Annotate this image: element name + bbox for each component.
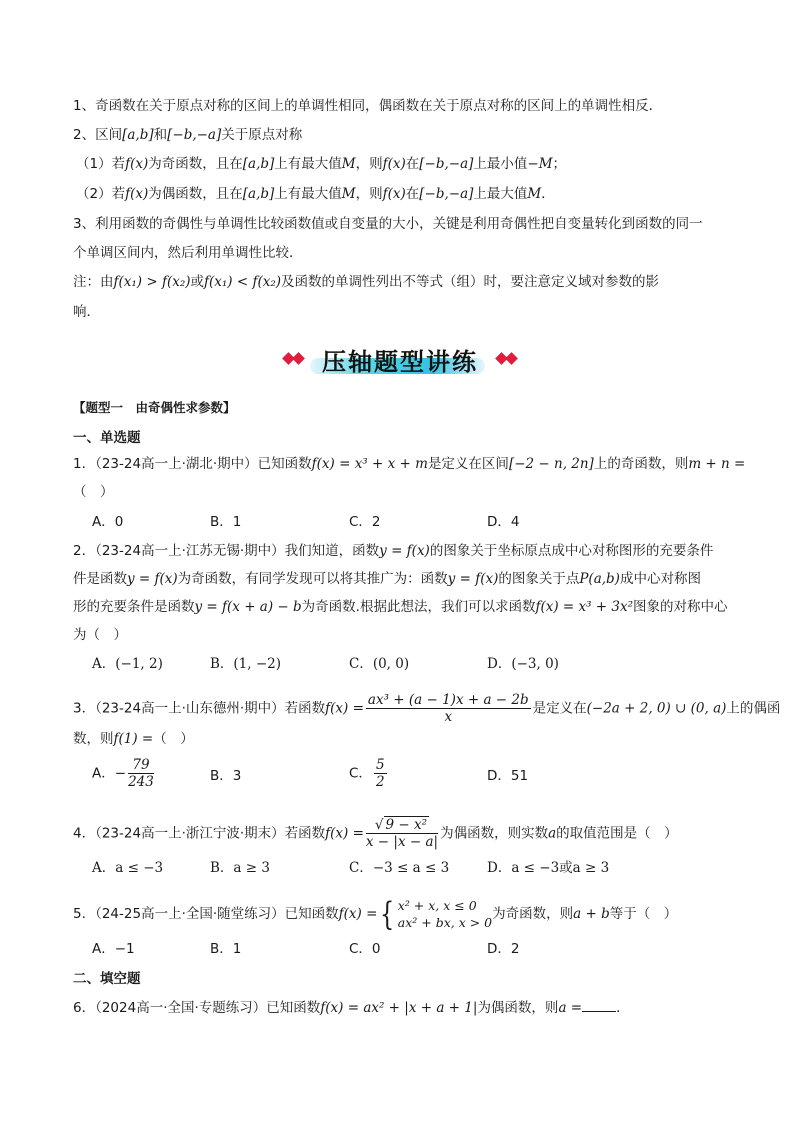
option-a[interactable]: A．−1 (92, 941, 135, 957)
note-line-7: 注：由f(x₁) > f(x₂)或f(x₁) < f(x₂)及函数的单调性列出不等式（组）时，要注意定义域对参数的影 (73, 274, 660, 290)
option-c[interactable]: C．(0, 0) (349, 656, 410, 672)
option-d[interactable]: D．51 (487, 768, 529, 784)
question-6: 6．（2024高一·全国·专题练习）已知函数f(x) = ax² + |x + a + 1|为偶函数，则a = ． (73, 997, 630, 1018)
option-b[interactable]: B．1 (210, 514, 242, 530)
note-line-8: 响． (73, 304, 100, 320)
question-2-line-4: 为（ ） (73, 627, 127, 643)
option-d[interactable]: D．(−3, 0) (487, 656, 559, 672)
question-2-line-3: 形的充要条件是函数y = f(x + a) − b为奇函数.根据此想法，我们可以求函数f(x) = x³ + 3x²图象的对称中心 (73, 599, 728, 615)
question-1-paren: （ ） (73, 484, 114, 500)
option-a[interactable]: A．0 (92, 514, 124, 530)
option-c[interactable]: C．2 (349, 514, 381, 530)
heading-single-choice: 一、单选题 (73, 430, 141, 446)
note-line-4: （2）若f(x)为偶函数，且在[a,b]上有最大值M，则f(x)在[−b,−a]上最大值M． (76, 186, 555, 202)
fraction: $\frac{\text{√ 9 − x²}}{x - |x - a|}$ (365, 817, 439, 850)
option-b[interactable]: B．(1, −2) (210, 656, 282, 672)
question-3: 3．（23-24高一上·山东德州·期中）若函数f(x) = $\frac{\text{ax³ + (a − 1)x + a − 2b}}{x}$ 是定义在(−2a + 2, 0) ∪ (0, a)上的偶函 (73, 692, 781, 725)
option-c[interactable]: C．0 (349, 941, 381, 957)
option-d[interactable]: D．2 (487, 941, 520, 957)
left-brace: { (380, 895, 395, 933)
option-b[interactable]: B．3 (210, 768, 242, 784)
option-a[interactable]: A．a ≤ −3 (92, 860, 164, 876)
fraction: $\frac{\text{ax³ + (a − 1)x + a − 2b}}{x}$ (367, 692, 529, 725)
option-b[interactable]: B．a ≥ 3 (210, 860, 270, 876)
option-b[interactable]: B．1 (210, 941, 242, 957)
question-5: 5．（24-25高一上·全国·随堂练习）已知函数f(x) ={ x² + x, x ≤ 0 ax² + bx, x > 0 为奇函数，则a + b等于（ ） (73, 895, 678, 933)
option-c[interactable]: C．−3 ≤ a ≤ 3 (349, 860, 450, 876)
option-d[interactable]: D．a ≤ −3或a ≥ 3 (487, 860, 610, 876)
question-3-line-2: 数，则f(1) =（ ） (73, 731, 194, 747)
topic-tag: 【题型一 由奇偶性求参数】 (73, 400, 236, 415)
question-2: 2．（23-24高一上·江苏无锡·期中）我们知道，函数y = f(x)的图象关于坐标原点成中心对称图形的充要条件 (73, 543, 714, 559)
banner-title: 压轴题型讲练 (322, 348, 478, 376)
note-line-3: （1）若f(x)为奇函数，且在[a,b]上有最大值M，则f(x)在[−b,−a]上最小值−M； (76, 156, 567, 172)
note-line-1: 1、奇函数在关于原点对称的区间上的单调性相同，偶函数在关于原点对称的区间上的单调性相反． (73, 98, 663, 114)
note-line-5: 3、利用函数的奇偶性与单调性比较函数值或自变量的大小，关键是利用奇偶性把自变量转化到函数的同一 (73, 216, 703, 232)
section-banner (280, 340, 520, 378)
option-a[interactable]: A．− $\frac{79}{243}$ (92, 757, 154, 790)
note-line-2: 2、区间[a,b]和[−b,−a]关于原点对称 (73, 127, 303, 143)
option-d[interactable]: D．4 (487, 514, 520, 530)
option-c[interactable]: C． $\frac{5}{2}$ (349, 757, 385, 790)
question-4: 4．（23-24高一上·浙江宁波·期末）若函数f(x) = $\frac{\text{√ 9 − x²}}{x - |x - a|}$ 为偶函数，则实数a的取值范围是（ ） (73, 817, 678, 850)
note-line-6: 个单调区间内，然后利用单调性比较． (73, 245, 303, 261)
question-1: 1．（23-24高一上·湖北·期中）已知函数f(x) = x³ + x + m是定义在区间[−2 − n, 2n]上的奇函数，则m + n = (73, 456, 746, 472)
piecewise-cases: x² + x, x ≤ 0 ax² + bx, x > 0 (397, 898, 493, 930)
option-a[interactable]: A．(−1, 2) (92, 656, 163, 672)
heading-fill-blank: 二、填空题 (73, 971, 141, 987)
answer-blank[interactable] (582, 997, 616, 1012)
question-2-line-2: 件是函数y = f(x)为奇函数，有同学发现可以将其推广为：函数y = f(x)的图象关于点P(a,b)成中心对称图 (73, 571, 701, 587)
